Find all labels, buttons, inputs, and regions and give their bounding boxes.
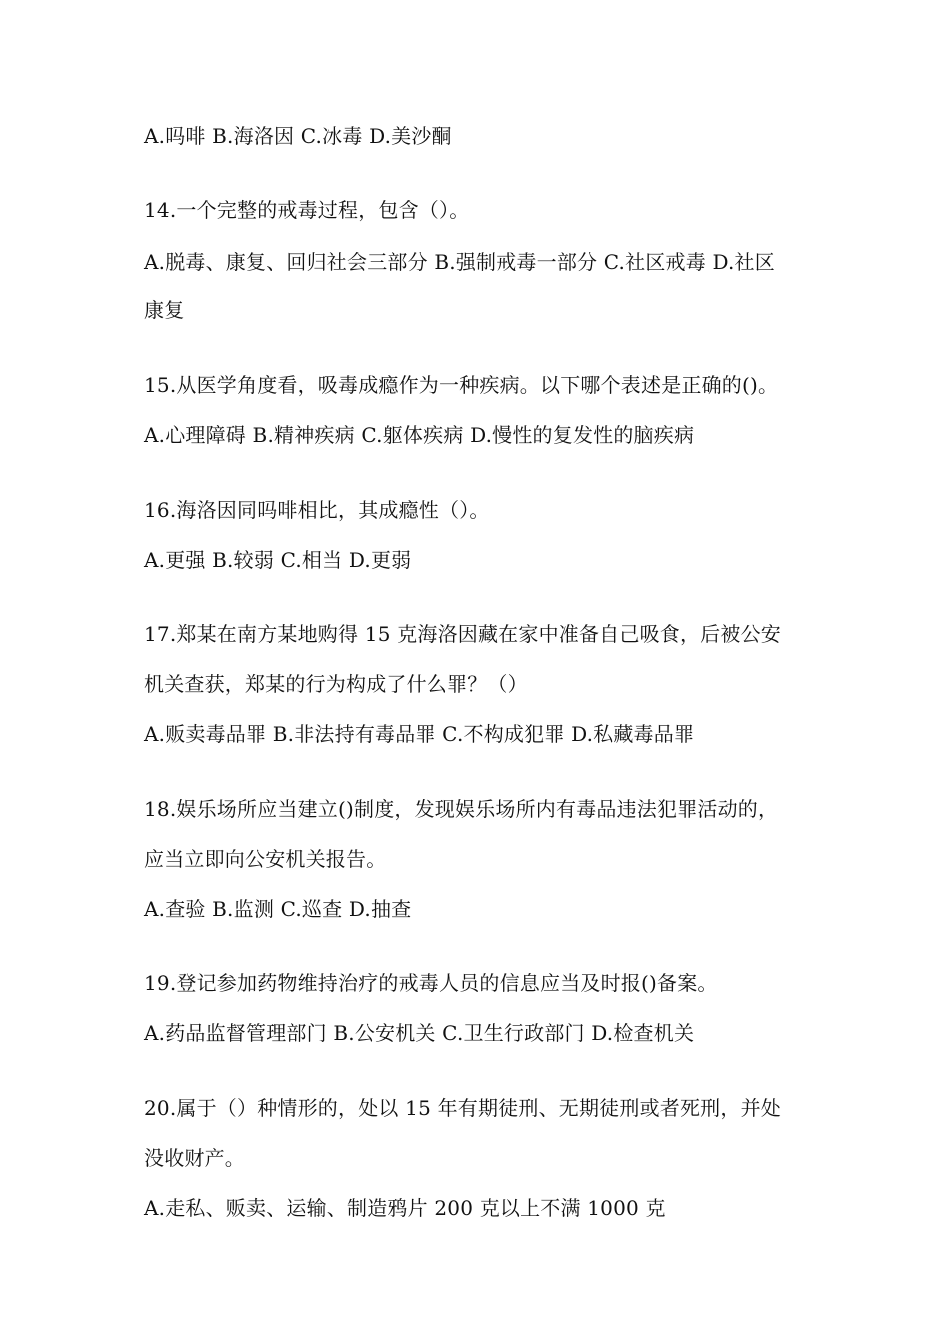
q14-options-continued: 康复 xyxy=(144,298,185,322)
q16-question: 16.海洛因同吗啡相比，其成瘾性（）。 xyxy=(144,498,490,522)
q15-question: 15.从医学角度看，吸毒成瘾作为一种疾病。以下哪个表述是正确的()。 xyxy=(144,373,779,397)
q15-options: A.心理障碍 B.精神疾病 C.躯体疾病 D.慢性的复发性的脑疾病 xyxy=(144,423,695,447)
q18-question-continued: 应当立即向公安机关报告。 xyxy=(144,847,387,871)
q19-question: 19.登记参加药物维持治疗的戒毒人员的信息应当及时报()备案。 xyxy=(144,971,718,995)
q20-option-a: A.走私、贩卖、运输、制造鸦片 200 克以上不满 1000 克 xyxy=(144,1196,666,1220)
q14-options: A.脱毒、康复、回归社会三部分 B.强制戒毒一部分 C.社区戒毒 D.社区 xyxy=(144,250,775,274)
q18-question: 18.娱乐场所应当建立()制度，发现娱乐场所内有毒品违法犯罪活动的， xyxy=(144,797,779,821)
q17-question: 17.郑某在南方某地购得 15 克海洛因藏在家中准备自己吸食，后被公安 xyxy=(144,622,781,646)
q20-question: 20.属于（）种情形的，处以 15 年有期徒刑、无期徒刑或者死刑，并处 xyxy=(144,1096,781,1120)
q20-question-continued: 没收财产。 xyxy=(144,1146,245,1170)
q14-question: 14.一个完整的戒毒过程，包含（）。 xyxy=(144,198,470,222)
q19-options: A.药品监督管理部门 B.公安机关 C.卫生行政部门 D.检查机关 xyxy=(144,1021,695,1045)
q16-options: A.更强 B.较弱 C.相当 D.更弱 xyxy=(144,548,412,572)
q13-options: A.吗啡 B.海洛因 C.冰毒 D.美沙酮 xyxy=(144,124,452,148)
q17-question-continued: 机关查获，郑某的行为构成了什么罪？（） xyxy=(144,672,528,696)
q17-options: A.贩卖毒品罪 B.非法持有毒品罪 C.不构成犯罪 D.私藏毒品罪 xyxy=(144,722,695,746)
q18-options: A.查验 B.监测 C.巡查 D.抽查 xyxy=(144,897,412,921)
